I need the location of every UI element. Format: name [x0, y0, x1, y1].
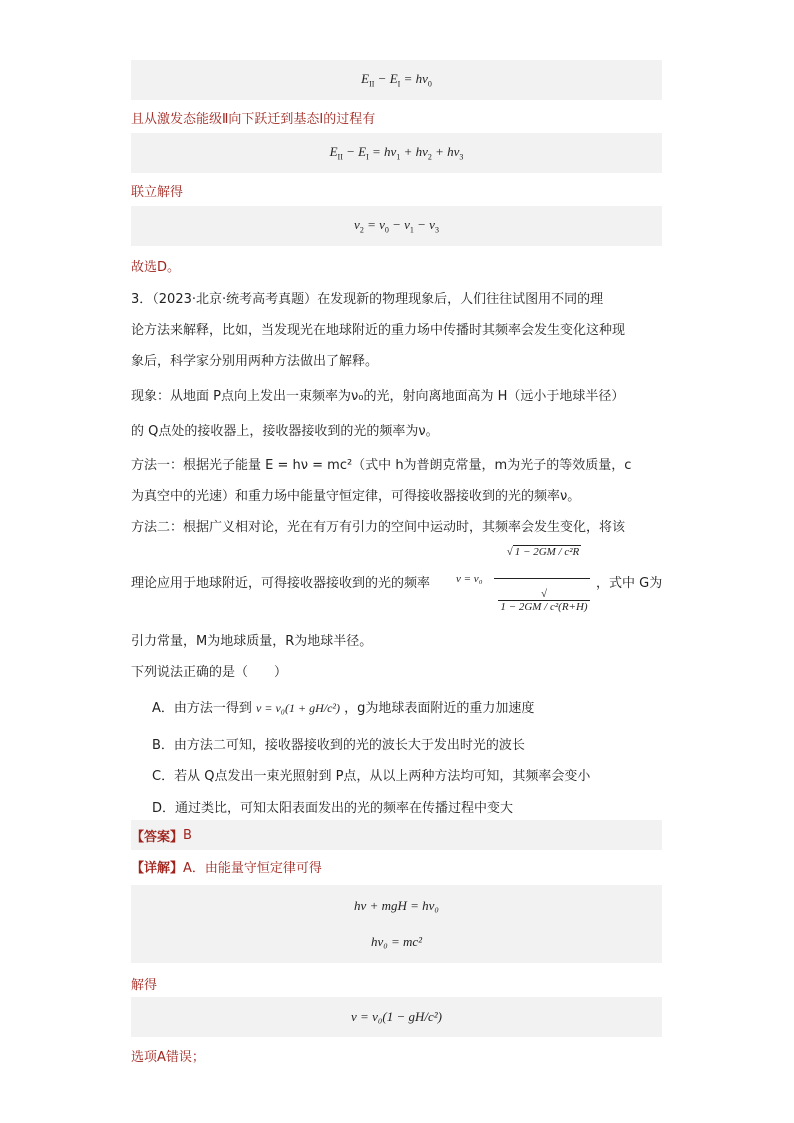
equation-nu2 — [131, 206, 662, 246]
question-3-line-9-pre: 理论应用于地球附近，可得接收器接收到的光的频率 — [131, 576, 431, 591]
fraction-bar — [494, 578, 590, 579]
formula-numerator-text: 1 − 2GM / c²R — [514, 546, 580, 558]
formula-denominator-text: 1 − 2GM / c²(R+H) — [500, 601, 588, 613]
question-3-line-8: 方法二：根据广义相对论，光在有万有引力的空间中运动时，其频率会发生变化，将该 — [131, 520, 626, 535]
question-3-prompt: 下列说法正确的是（ ） — [131, 665, 288, 680]
equation-text: $\nu_2 = \nu_0 - \nu_1 - \nu_3$ — [354, 217, 439, 235]
answer-label: 【答案】 — [131, 829, 184, 845]
equation-photon-energy: hν₀ = mc² — [370, 934, 423, 949]
question-3-line-9-post: ，式中 G为 — [596, 576, 663, 591]
formula-denominator: √1 − 2GM / c²(R+H) — [500, 588, 588, 613]
equation-text: ν = ν₀(1 − gH/c²) — [351, 1009, 442, 1024]
question-3-line-6: 方法一：根据光子能量 E = hν = mc²（式中 h为普朗克常量，m为光子的等效质量，c — [131, 458, 632, 473]
detail-text: A．由能量守恒定律可得 — [183, 860, 322, 876]
equation-text: $E_{II} - E_I = h\nu_1 + h\nu_2 + h\nu_3$ — [329, 144, 464, 162]
option-b: B．由方法二可知，接收器接收到的光的波长大于发出时光的波长 — [152, 738, 525, 753]
detail-label: 【详解】 — [131, 860, 184, 876]
equation-energy-sum — [131, 133, 662, 173]
option-a-formula: ν = ν₀(1 + gH/c²) — [256, 701, 340, 715]
question-3-line-5: 的 Q点处的接收器上，接收器接收到的光的频率为ν。 — [131, 424, 439, 439]
question-3-line-2: 论方法来解释，比如，当发现光在地球附近的重力场中传播时其频率会发生变化这种现 — [131, 323, 626, 338]
question-3-line-1: 3．（2023·北京·统考高考真题）在发现新的物理现象后，人们往往试图用不同的理 — [131, 292, 604, 307]
equation-energy-difference — [131, 60, 662, 100]
option-d: D．通过类比，可知太阳表面发出的光的频率在传播过程中变大 — [152, 801, 514, 816]
question-3-line-7: 为真空中的光速）和重力场中能量守恒定律，可得接收器接收到的光的频率ν。 — [131, 489, 581, 504]
formula-lhs: ν = ν₀ — [456, 573, 483, 585]
question-3-line-4: 现象：从地面 P点向上发出一束频率为ν₀的光，射向离地面高为 H（远小于地球半径） — [131, 389, 625, 404]
text-excited-transition: 且从激发态能级Ⅱ向下跃迁到基态Ⅰ的过程有 — [131, 112, 376, 127]
formula-numerator: √ 1 − 2GM / c²R — [506, 546, 580, 558]
question-3-line-3: 象后，科学家分别用两种方法做出了解释。 — [131, 354, 379, 369]
frequency-formula — [456, 540, 594, 618]
option-a-pre: A．由方法一得到 — [152, 701, 252, 716]
text-choose-d: 故选D。 — [131, 260, 181, 275]
answer-value: B — [183, 827, 192, 843]
text-solve: 解得 — [131, 978, 158, 993]
equation-energy-conservation: hν + mgH = hν₀ — [354, 898, 439, 913]
option-a — [152, 697, 534, 716]
option-c: C．若从 Q点发出一束光照射到 P点，从以上两种方法均可知，其频率会变小 — [152, 769, 591, 784]
text-option-a-wrong: 选项A错误； — [131, 1050, 205, 1065]
equation-block-energy — [131, 885, 662, 963]
text-joint-solve: 联立解得 — [131, 185, 184, 200]
detail-bar — [131, 851, 662, 881]
option-a-post: ，g为地球表面附近的重力加速度 — [344, 701, 535, 716]
question-3-line-10: 引力常量，M为地球质量，R为地球半径。 — [131, 634, 373, 649]
answer-bar — [131, 820, 662, 850]
equation-text: $E_{II} - E_I = h\nu_0$ — [361, 71, 432, 89]
equation-nu-result — [131, 997, 662, 1037]
